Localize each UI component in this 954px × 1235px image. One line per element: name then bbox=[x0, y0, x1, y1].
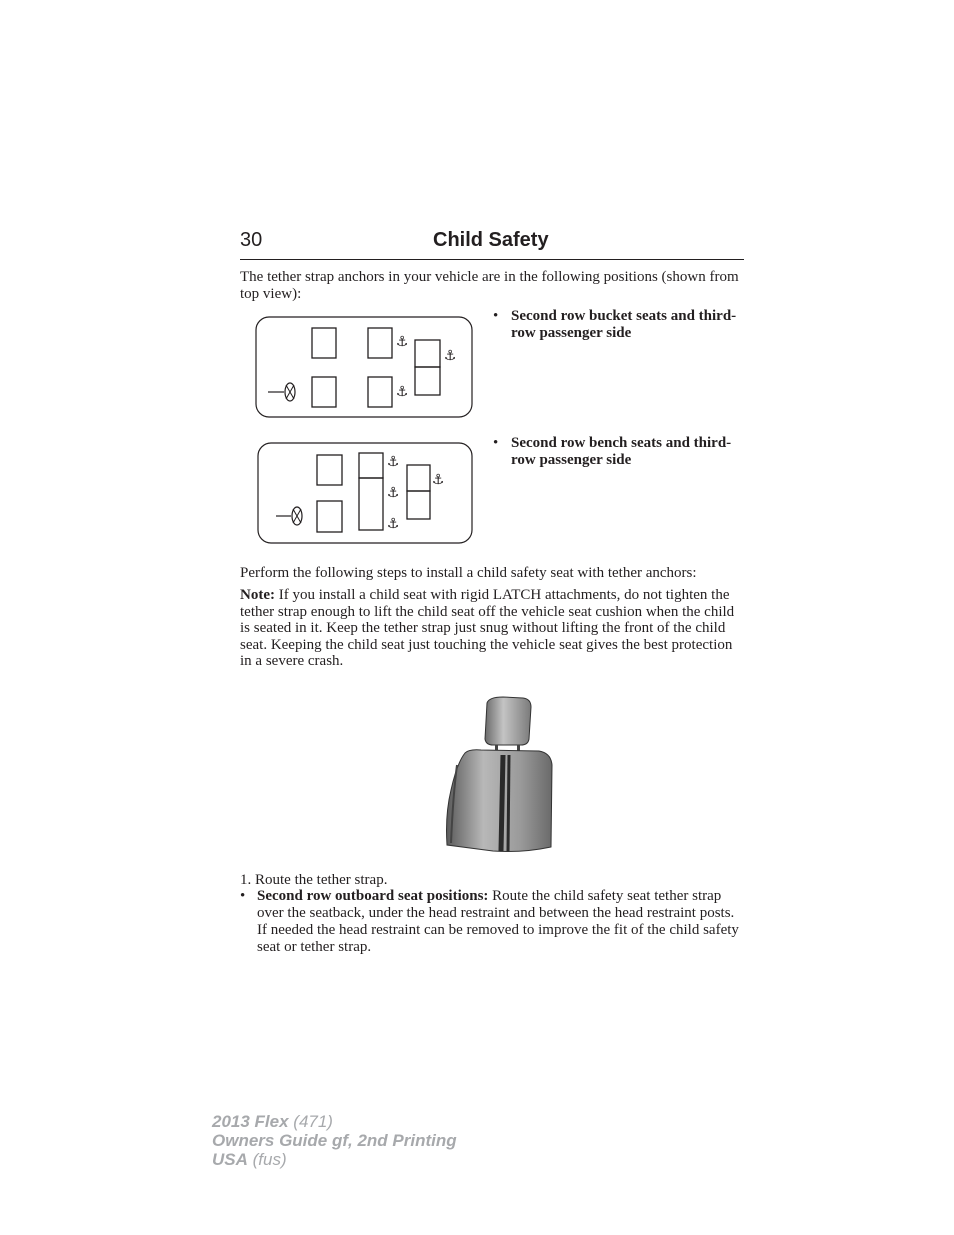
footer-market: USA bbox=[212, 1150, 248, 1169]
bullet-dot: • bbox=[240, 888, 246, 904]
seat-box bbox=[359, 453, 383, 478]
seat-box bbox=[317, 501, 342, 532]
steering-wheel-icon bbox=[268, 383, 295, 401]
steering-wheel-icon bbox=[276, 507, 302, 525]
page-header bbox=[240, 229, 744, 260]
bullet-item bbox=[240, 888, 744, 956]
steps-intro-paragraph: Perform the following steps to install a child safety seat with tether anchors: bbox=[240, 565, 697, 581]
bullet-text bbox=[240, 888, 744, 956]
seat-illustration bbox=[443, 695, 558, 855]
footer-model-code: (471) bbox=[288, 1112, 333, 1131]
bullet-dot: • bbox=[493, 435, 499, 451]
section-title: Child Safety bbox=[433, 229, 549, 251]
seat-box bbox=[368, 377, 392, 407]
page-footer bbox=[212, 1112, 457, 1169]
bench-seats-diagram bbox=[256, 441, 474, 545]
bullet-label: Second row bench seats and third-row passenger side bbox=[511, 435, 732, 468]
anchor-icon: ⚓ bbox=[395, 384, 409, 400]
footer-model: 2013 Flex bbox=[212, 1112, 289, 1131]
anchor-icon: ⚓ bbox=[395, 334, 409, 350]
step-1: 1. Route the tether strap. bbox=[240, 872, 388, 888]
seat-box bbox=[415, 367, 440, 395]
vehicle-outline bbox=[258, 443, 472, 543]
bullet-body: Route the child safety seat tether strap over the seatback, under the head restraint and between the head restraint posts. If needed the head restraint can be removed to improve the fit of the child safety seat or tether strap. bbox=[257, 888, 739, 955]
bullet-dot: • bbox=[493, 308, 499, 324]
footer-guide: Owners Guide gf, 2nd Printing bbox=[212, 1131, 457, 1150]
bullet-label: Second row outboard seat positions: bbox=[257, 888, 489, 904]
seat-box bbox=[407, 465, 430, 491]
intro-paragraph: The tether strap anchors in your vehicle are in the following positions (shown from top view): bbox=[240, 269, 739, 302]
bullet-item bbox=[493, 308, 745, 342]
anchor-icon: ⚓ bbox=[443, 348, 457, 364]
bucket-seats-diagram bbox=[254, 315, 474, 419]
note-label: Note: bbox=[240, 587, 275, 603]
anchor-icon: ⚓ bbox=[431, 472, 445, 488]
note-text: If you install a child seat with rigid LATCH attachments, do not tighten the tether strap enough to lift the child seat off the vehicle seat cushion when the child is seated in it. Keep the tether strap just snug without lifting the front of the child seat. Keeping the child seat just touching the vehicle seat gives the best protection in a severe crash. bbox=[240, 587, 735, 669]
anchor-icon: ⚓ bbox=[386, 485, 400, 501]
note-paragraph bbox=[240, 587, 744, 670]
seat-box bbox=[415, 340, 440, 367]
seat-box bbox=[312, 328, 336, 358]
bullet-item bbox=[493, 435, 745, 469]
seat-box bbox=[359, 478, 383, 530]
seat-box bbox=[407, 491, 430, 519]
anchor-icon: ⚓ bbox=[386, 516, 400, 532]
seat-box bbox=[312, 377, 336, 407]
page-number: 30 bbox=[240, 229, 263, 251]
anchor-icon: ⚓ bbox=[386, 454, 400, 470]
seat-box bbox=[368, 328, 392, 358]
bullet-label: Second row bucket seats and third-row passenger side bbox=[511, 308, 737, 341]
footer-market-code: (fus) bbox=[247, 1150, 287, 1169]
seat-box bbox=[317, 455, 342, 485]
